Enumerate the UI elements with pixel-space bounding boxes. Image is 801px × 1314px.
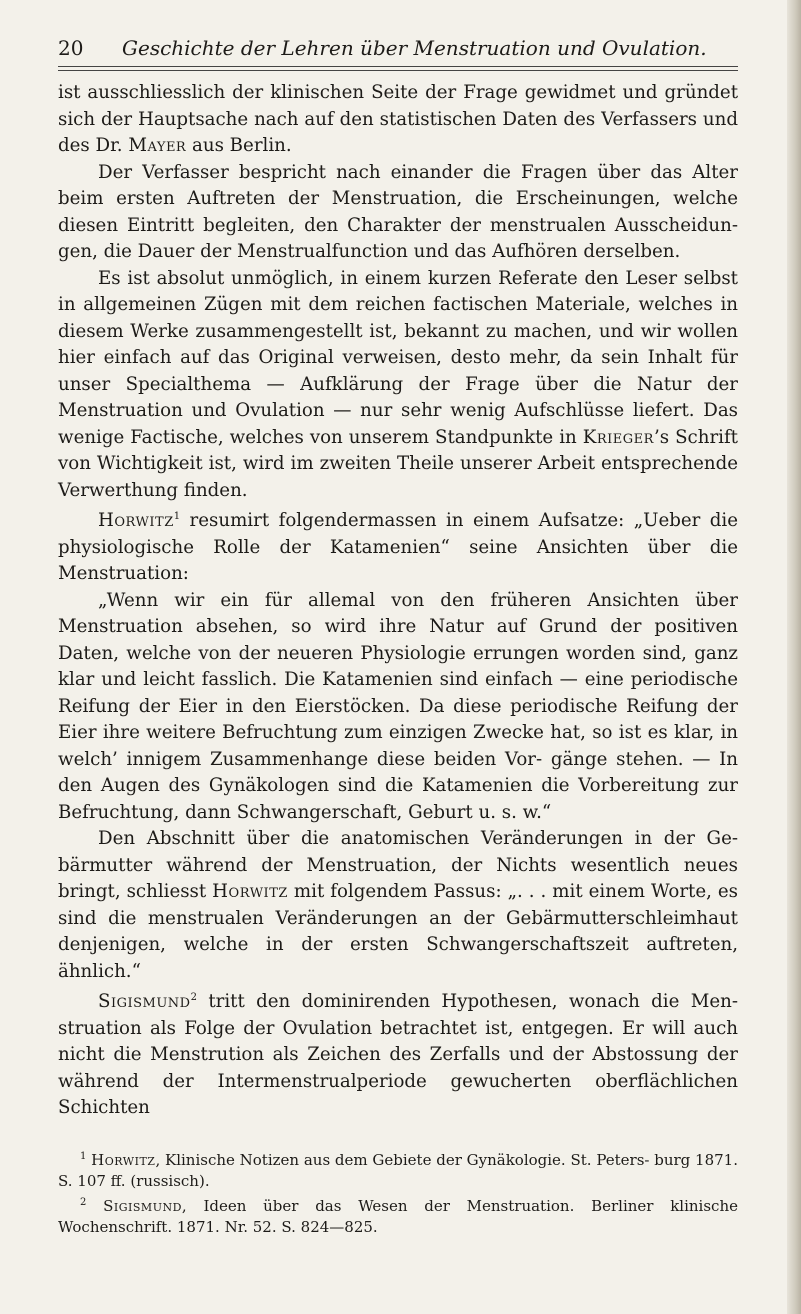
header-double-rule [58, 66, 738, 71]
footnote-text: , Ideen über das Wesen der Menstruation. Berliner klinische Wochenschrift. 1871. Nr. 52. S. 824—825. [58, 1197, 738, 1236]
paragraph-6 [58, 826, 738, 985]
paragraph-text: resumirt folgendermassen in einem Aufsatze: „Ueber die physiologische Rolle der Katamenien“ seine Ansichten über die Menstruation: [58, 510, 738, 585]
paragraph-text: ist ausschliesslich der klinischen Seite der Frage gewidmet und gründet sich der Hauptsache nach auf den statistischen Daten des Verfassers und des Dr. [58, 82, 738, 156]
paragraph-text: Den Abschnitt über die anatomischen Veränderungen in der Ge- bärmutter während der Menstruation, der Nichts wesentlich neues bringt, schliesst [58, 828, 738, 903]
paragraph-text: tritt den dominirenden Hypothesen, wonach die Men- struation als Folge der Ovulation betrachtet ist, entgegen. Er will auch nicht die Menstrution als Zeichen des Zerfalls und der Abstossung der während der Intermenstrualperiode gewucherten oberflächlichen Schichten [58, 991, 738, 1119]
paragraph-3 [58, 266, 738, 505]
footnote-2 [58, 1192, 738, 1238]
paragraph-7 [58, 985, 738, 1122]
page-number: 20 [58, 36, 84, 60]
paragraph-text: mit folgendem Passus: „. . . mit einem Worte, es sind die menstrualen Veränderungen an der Gebärmutterschleimhaut denjenigen, welche in der ersten Schwangerschaftszeit auftreten, ähnlich.“ [58, 881, 738, 982]
footnote-mark: 1 [80, 1151, 87, 1162]
author-name-krieger: Krieger [582, 426, 654, 448]
paragraph-text: Es ist absolut unmöglich, in einem kurzen Referate den Leser selbst in allgemeinen Zügen mit dem reichen factischen Materiale, welches in diesem Werke zusammengestellt ist, bekannt zu machen, und wir wollen hier einfach auf das Original verweisen, desto mehr, da sein Inhalt für unser Specialthema — Aufklärung der Frage über die Natur der Menstruation und Ovulation — nur sehr wenig Aufschlüsse liefert. Das wenige Factische, welches von unserem Standpunkte in [58, 267, 738, 448]
footnote-author: Horwitz [91, 1151, 156, 1169]
paragraph-2: Der Verfasser bespricht nach einander die Fragen über das Alter beim ersten Auftreten der Menstruation, die Erscheinungen, welche diesen Eintritt begleiten, den Charakter der menstrualen Ausscheidun- gen, die Dauer der Menstrualfunction und das Aufhören derselben. [58, 161, 738, 262]
footnote-reference: 1 [173, 511, 181, 522]
footnote-reference: 2 [190, 992, 197, 1004]
running-title: Geschichte der Lehren über Menstruation und Ovulation. [122, 36, 707, 60]
page-header [58, 30, 738, 64]
paragraph-text: ’s Schrift von Wichtigkeit ist, wird im zweiten Theile unserer Arbeit entsprechende Verwerthung finden. [58, 426, 738, 501]
author-name-horwitz: Horwitz [98, 510, 174, 532]
footnote-mark: 2 [80, 1197, 87, 1208]
paragraph-1 [58, 80, 738, 160]
page-edge-shadow [787, 0, 801, 1314]
paragraph-4 [58, 504, 738, 588]
quotation-paragraph: „Wenn wir ein für allemal von den früheren Ansichten über Menstruation absehen, so wird ihre Natur auf Grund der positiven Daten, welche von der neueren Physiologie errungen worden sind, ganz klar und leicht fasslich. Die Katamenien sind einfach — eine periodische Reifung der Eier in den Eierstöcken. Da diese periodische Reifung der Eier ihre weitere Befruchtung zum einzigen Zwecke hat, so ist es klar, in welch’ innigem Zusammenhange diese beiden Vor- gänge stehen. — In den Augen des Gynäkologen sind die Katamenien die Vorbereitung zur Befruchtung, dann Schwangerschaft, Geburt u. s. w.“ [58, 589, 738, 823]
footnote-author: Sigismund [103, 1197, 182, 1215]
footnote-text: , Klinische Notizen aus dem Gebiete der Gynäkologie. St. Peters- burg 1871. S. 107 ff. (russisch). [58, 1151, 738, 1190]
author-name-horwitz: Horwitz [212, 881, 288, 903]
paragraph-text: aus Berlin. [186, 135, 292, 156]
author-name-mayer: Mayer [128, 135, 187, 156]
body-text [58, 80, 738, 1122]
footnotes [58, 1146, 738, 1238]
author-name-sigismund: Sigismund [98, 991, 191, 1013]
footnote-1 [58, 1146, 738, 1192]
